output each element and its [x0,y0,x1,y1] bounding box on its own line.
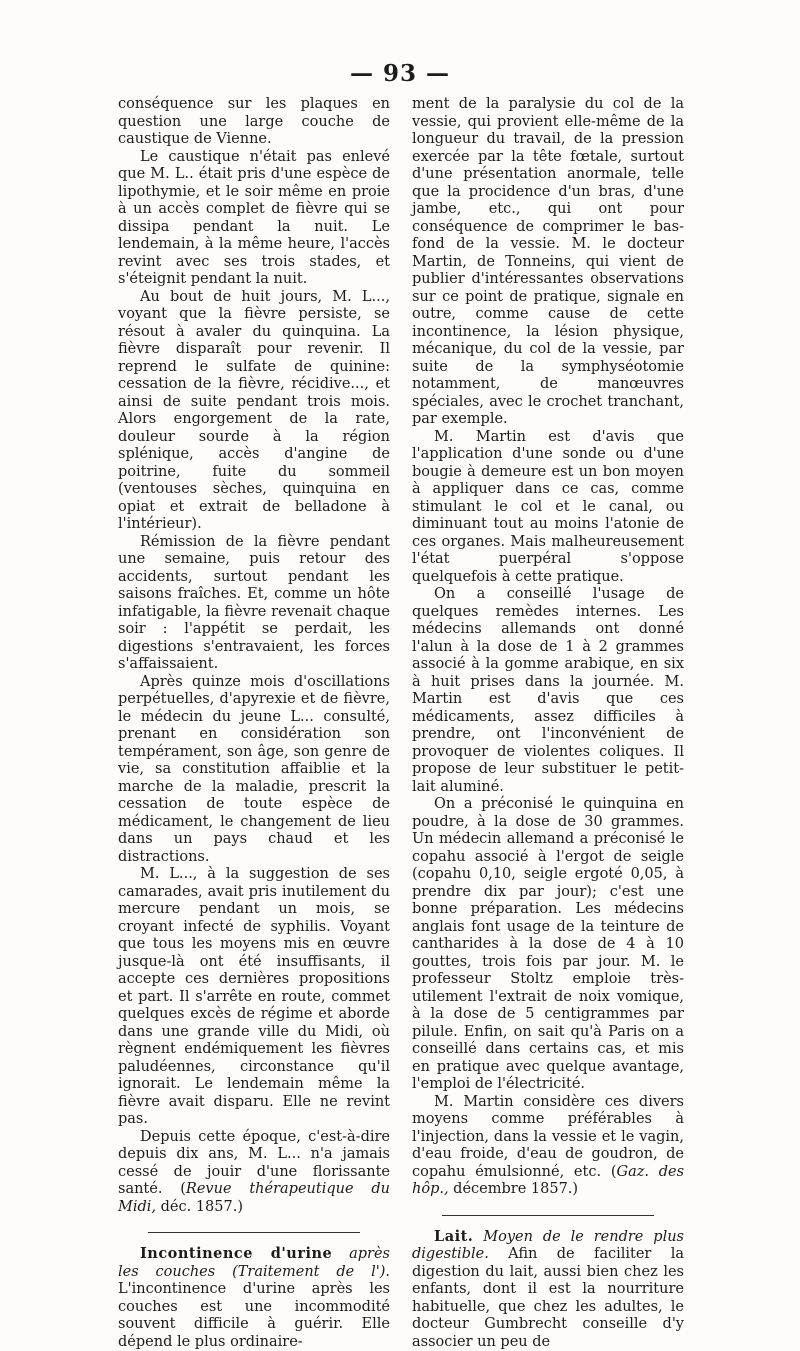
paragraph-text: L'incontinence d'urine après les couches est une incommodité souvent difficile à guérir. Elle dépend le plus ordinaire- [118,1281,390,1350]
paragraph-text: Afin de faciliter la digestion du lait, aussi bien chez les enfants, dont il est la nourriture habituelle, que chez les adultes, le docteur Gumbrecht conseille d'y associer un peu de [412,1246,684,1350]
paragraph: conséquence sur les plaques en question une large couche de caustique de Vienne. [118,96,390,149]
paragraph: On a préconisé le quinquina en poudre, à la dose de 30 grammes. Un médecin allemand a préconisé le copahu associé à l'ergot de seigle (copahu 0,10, seigle ergoté 0,05, à prendre dix par jour); c'est une bonne préparation. Les médecins anglais font usage de la teinture de cantharides à la dose de 4 à 10 gouttes, trois fois par jour. M. le professeur Stoltz emploie très-utilement l'extrait de noix vomique, à la dose de 5 centigrammes par pilule. Enfin, on sait qu'à Paris on a conseillé dans certains cas, et mis en pratique avec quelque avantage, l'emploi de l'électricité. [412,796,684,1094]
paragraph: Le caustique n'était pas enlevé que M. L.. était pris d'une espèce de lipothymie, et le soir même en proie à un accès complet de fièvre qui se dissipa pendant la nuit. Le lendemain, à la même heure, l'accès revint avec ses trois stades, et s'éteignit pendant la nuit. [118,149,390,289]
paragraph-text: M. Martin considère ces divers moyens comme préférables à l'injection, dans la vessie et le vagin, d'eau froide, d'eau de goudron, de copahu émulsionné, etc. ( [412,1094,684,1180]
page-number: — 93 — [0,60,800,87]
paragraph [118,1129,390,1217]
paragraph [412,1094,684,1199]
paragraph: ment de la paralysie du col de la vessie, qui provient elle-même de la longueur du travail, de la pression exercée par la tête fœtale, surtout d'une présentation anormale, telle que la procidence d'un bras, d'une jambe, etc., qui ont pour conséquence de comprimer le bas-fond de la vessie. M. le docteur Martin, de Tonneins, qui vient de publier d'intéressantes observations sur ce point de pratique, signale en outre, comme cause de cette incontinence, la lésion physique, mécanique, du col de la vessie, par suite de la symphyséotomie notamment, de manœuvres spéciales, avec le crochet tranchant, par exemple. [412,96,684,429]
paragraph: M. L..., à la suggestion de ses camarades, avait pris inutilement du mercure pendant un mois, se croyant infecté de syphilis. Voyant que tous les moyens mis en œuvre jusque-là ont été insuffisants, il accepte ces dernières propositions et part. Il s'arrête en route, commet quelques excès de régime et aborde dans une grande ville du Midi, où règnent endémiquement les fièvres paludéennes, circonstance qu'il ignorait. Le lendemain même la fièvre avait disparu. Elle ne revint pas. [118,866,390,1129]
source-citation: Revue thérapeutique du Midi, [118,1181,390,1215]
section-subheading: Moyen de le rendre plus digestible. [412,1229,684,1263]
section-heading: Lait. [434,1228,473,1245]
section-heading: Incontinence d'urine [140,1245,332,1262]
section-intro [118,1245,390,1351]
paragraph: On a conseillé l'usage de quelques remèdes internes. Les médecins allemands ont donné l'alun à la dose de 1 à 2 grammes associé à la gomme arabique, en six à huit prises dans la journée. M. Martin est d'avis que ces médicaments, assez difficiles à prendre, ont l'inconvénient de provoquer de violentes coliques. Il propose de leur substituer le petit-lait aluminé. [412,586,684,796]
citation-date: décembre 1857.) [449,1181,579,1197]
citation-date: déc. 1857.) [156,1199,243,1215]
paragraph-text: Depuis cette époque, c'est-à-dire depuis dix ans, M. L... n'a jamais cessé de jouir d'une florissante santé. ( [118,1129,390,1198]
left-column [118,96,390,1351]
source-citation: Gaz. des hôp., [412,1164,684,1198]
paragraph: Au bout de huit jours, M. L..., voyant que la fièvre persiste, se résout à avaler du quinquina. La fièvre disparaît pour revenir. Il reprend le sulfate de quinine: cessation de la fièvre, récidive..., et ainsi de suite pendant trois mois. Alors engorgement de la rate, douleur sourde à la région splénique, accès d'angine de poitrine, fuite du sommeil (ventouses sèches, quinquina en opiat et extrait de belladone à l'intérieur). [118,289,390,534]
section-divider [148,1232,360,1233]
section-divider [442,1215,654,1216]
paragraph: M. Martin est d'avis que l'application d'une sonde ou d'une bougie à demeure est un bon moyen à appliquer dans ce cas, comme stimulant le col et le canal, ou diminuant tout au moins l'atonie de ces organes. Mais malheureusement l'état puerpéral s'oppose quelquefois à cette pratique. [412,429,684,587]
paragraph: Rémission de la fièvre pendant une semaine, puis retour des accidents, surtout pendant les saisons fraîches. Et, comme un hôte infatigable, la fièvre revenait chaque soir : l'appétit se perdait, les digestions s'entravaient, les forces s'affaissaient. [118,534,390,674]
right-column [412,96,684,1351]
section-intro [412,1228,684,1351]
section-subheading: après les couches (Traitement de l'). [118,1246,390,1280]
paragraph: Après quinze mois d'oscillations perpétuelles, d'apyrexie et de fièvre, le médecin du jeune L... consulté, prenant en considération son tempérament, son âge, son genre de vie, sa constitution affaiblie et la marche de la maladie, prescrit la cessation de toute espèce de médicament, le changement de lieu dans un pays chaud et les distractions. [118,674,390,867]
